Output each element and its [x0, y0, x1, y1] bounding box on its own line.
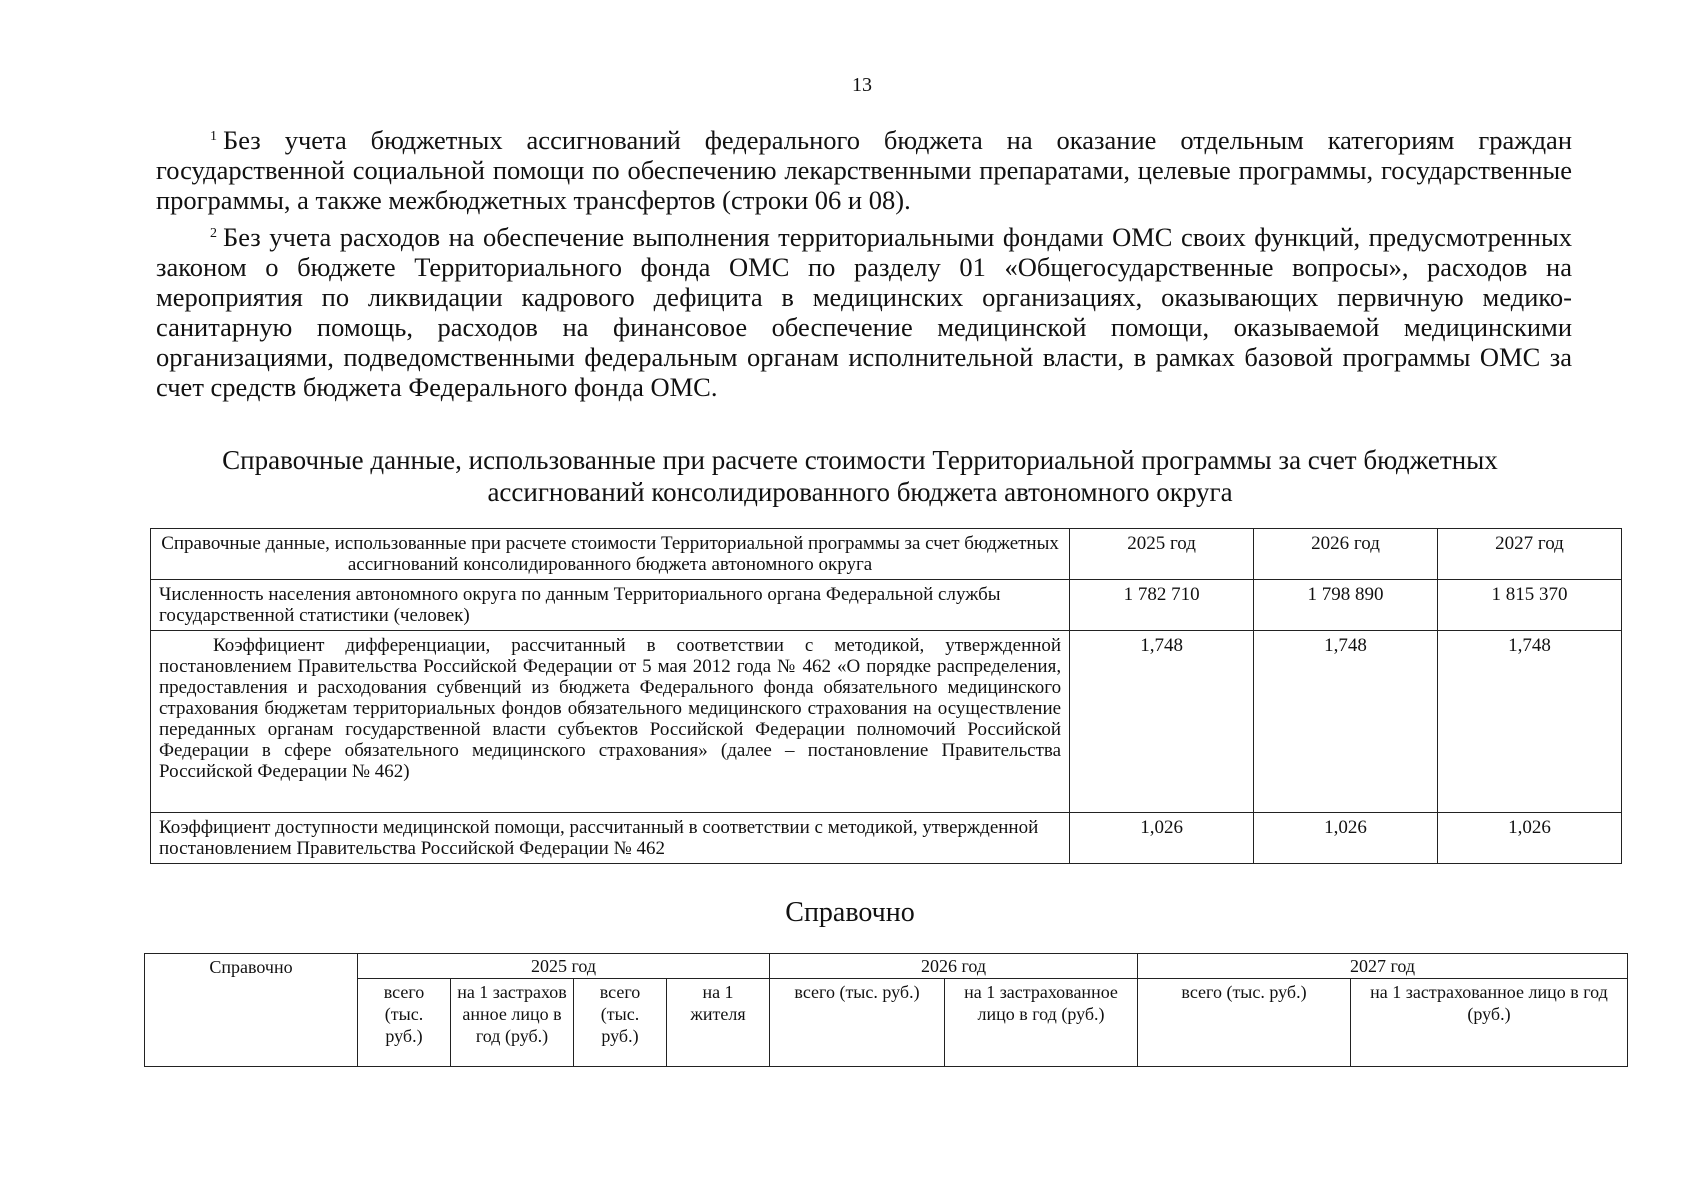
subheader-cell: всего (тыс. руб.) [574, 979, 667, 1067]
footnote-1 [156, 122, 1572, 215]
subheader-cell: на 1 застрахованное лицо в год (руб.) [945, 979, 1138, 1067]
row-value: 1,026 [1070, 813, 1254, 864]
header-year-2025: 2025 год [1070, 529, 1254, 580]
row-label [151, 631, 1070, 813]
row-value: 1,748 [1070, 631, 1254, 813]
table-header-row [145, 954, 1628, 979]
header-year-2026: 2026 год [770, 954, 1138, 979]
subheader-cell: на 1 застрахованное лицо в год (руб.) [1351, 979, 1628, 1067]
header-year-2027: 2027 год [1438, 529, 1622, 580]
subheader-cell: всего (тыс. руб.) [1138, 979, 1351, 1067]
row-label: Коэффициент доступности медицинской помощи, рассчитанный в соответствии с методикой, утвержденной постановлением Правительства Российской Федерации № 462 [151, 813, 1070, 864]
header-label-cell: Справочные данные, использованные при расчете стоимости Территориальной программы за счет бюджетных ассигнований консолидированного бюджета автономного округа [151, 529, 1070, 580]
row-value: 1 798 890 [1254, 580, 1438, 631]
reference-data-table [150, 528, 1622, 864]
table-header-row [151, 529, 1622, 580]
row-value: 1 782 710 [1070, 580, 1254, 631]
table-subheader-row [145, 979, 1628, 1067]
page-number: 13 [852, 74, 872, 96]
table-row [151, 580, 1622, 631]
row-value: 1,026 [1254, 813, 1438, 864]
sub-title: Справочно [785, 897, 915, 928]
subheader-cell: всего (тыс. руб.) [770, 979, 945, 1067]
footnote-2 [156, 219, 1572, 402]
footnote-text: Без учета бюджетных ассигнований федерального бюджета на оказание отдельным категориям граждан государственной социальной помощи по обеспечению лекарственными препаратами, целевые программы, государственные программы, а также межбюджетных трансфертов (строки 06 и 08). [156, 125, 1572, 215]
section-title: Справочные данные, использованные при расчете стоимости Территориальной программы за счет бюджетных ассигнований консолидированного бюджета автономного округа [222, 445, 1498, 507]
header-year-2026: 2026 год [1254, 529, 1438, 580]
header-year-2025: 2025 год [358, 954, 770, 979]
row-value: 1,026 [1438, 813, 1622, 864]
footnote-marker: 1 [210, 129, 217, 144]
row-value: 1,748 [1438, 631, 1622, 813]
subheader-cell: на 1 жителя [667, 979, 770, 1067]
footnote-marker: 2 [210, 226, 217, 241]
row-value: 1,748 [1254, 631, 1438, 813]
footnote-text: Без учета расходов на обеспечение выполнения территориальными фондами ОМС своих функций, предусмотренных законом о бюджете Территориального фонда ОМС по разделу 01 «Общегосударственные вопросы», расходов на мероприятия по ликвидации кадрового дефицита в медицинских организациях, оказывающих первичную медико-санитарную помощь, расходов на финансовое обеспечение медицинской помощи, оказываемой медицинскими организациями, подведомственными федеральным органам исполнительной власти, в рамках базовой программы ОМС за счет средств бюджета Федерального фонда ОМС. [156, 222, 1572, 402]
subheader-cell: всего (тыс. руб.) [358, 979, 451, 1067]
corner-label-cell: Справочно [145, 954, 358, 1067]
reference-summary-table [144, 953, 1628, 1067]
row-label: Численность населения автономного округа по данным Территориального органа Федеральной службы государственной статистики (человек) [151, 580, 1070, 631]
header-year-2027: 2027 год [1138, 954, 1628, 979]
row-label-text: Коэффициент дифференциации, рассчитанный в соответствии с методикой, утвержденной постановлением Правительства Российской Федерации от 5 мая 2012 года № 462 «О порядке распределения, предоставления и расходования субвенций из бюджета Федерального фонда обязательного медицинского страхования бюджетам территориальных фондов обязательного медицинского страхования на осуществление переданных органам государственной власти субъектов Российской Федерации полномочий Российской Федерации в сфере обязательного медицинского страхования» (далее – постановление Правительства Российской Федерации № 462) [159, 635, 1062, 782]
footnotes [156, 122, 1572, 406]
subheader-cell: на 1 застрахов анное лицо в год (руб.) [451, 979, 574, 1067]
table-row [151, 631, 1622, 813]
table-row [151, 813, 1622, 864]
row-value: 1 815 370 [1438, 580, 1622, 631]
